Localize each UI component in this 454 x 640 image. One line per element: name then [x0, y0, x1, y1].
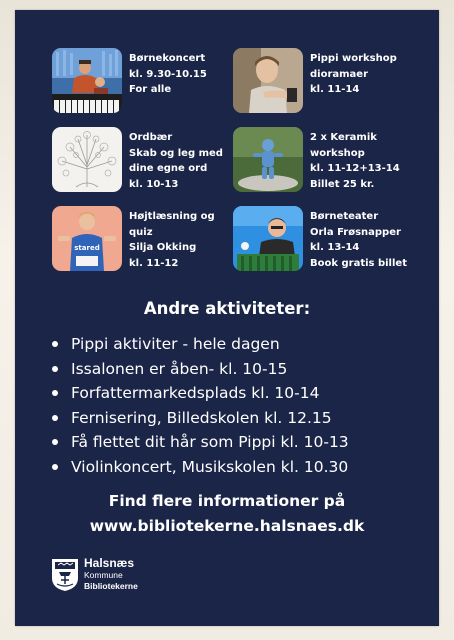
event-line: Pippi workshop: [310, 53, 397, 64]
event-line: kl. 9.30-10.15: [129, 68, 207, 80]
activity-text: Issalonen er åben- kl. 10-15: [71, 359, 288, 378]
event-text: [310, 209, 407, 271]
event-photo-ceramic: [233, 127, 303, 192]
list-item: [51, 357, 349, 382]
list-item: [51, 430, 349, 455]
event-line: Orla Frøsnapper: [310, 226, 401, 238]
event-line: Børnekoncert: [129, 53, 206, 64]
bullet-icon: [52, 366, 58, 372]
activity-text: Forfattermarkedsplads kl. 10-14: [71, 384, 320, 402]
event-text: [129, 51, 207, 98]
event-item: [52, 127, 223, 192]
event-line: For alle: [129, 84, 172, 95]
event-line: Billet 25 kr.: [310, 178, 375, 190]
event-text: [310, 130, 400, 192]
poster: [15, 10, 439, 626]
event-line: kl. 11-14: [310, 84, 360, 95]
list-item: [51, 455, 349, 480]
event-line: 2 x Keramik: [310, 132, 377, 143]
activities-list: [51, 332, 349, 479]
event-line: quiz: [129, 226, 153, 238]
reader-photo-icon: [52, 206, 122, 271]
event-item: [233, 127, 400, 192]
bullet-icon: [52, 415, 58, 421]
event-photo-woman: [233, 48, 303, 113]
footer-info-line: Find flere informationer på: [108, 492, 346, 510]
woman-photo-icon: [233, 48, 303, 113]
event-line: Silja Okking: [129, 242, 197, 253]
activity-text: Violinkoncert, Musikskolen kl. 10.30: [71, 457, 349, 476]
activity-text: Pippi aktiviter - hele dagen: [71, 335, 280, 353]
activity-text: Fernisering, Billedskolen kl. 12.15: [71, 408, 332, 427]
actor-photo-icon: [233, 206, 303, 271]
event-line: Skab og leg med: [129, 147, 223, 159]
event-line: Ordbær: [129, 132, 173, 143]
event-line: dine egne ord: [129, 163, 208, 174]
logo-sub-kommune: Kommune: [84, 570, 123, 580]
event-item: [52, 48, 207, 113]
event-item: [233, 48, 397, 113]
logo-text: [84, 557, 138, 592]
coat-of-arms-icon: [51, 558, 79, 592]
svg-text:stared: stared: [74, 244, 100, 252]
word-tree-icon: [52, 127, 122, 192]
event-line: kl. 10-13: [129, 178, 179, 190]
event-photo-word-tree: [52, 127, 122, 192]
event-item: [233, 206, 407, 271]
event-line: Book gratis billet: [310, 257, 407, 269]
event-line: Højtlæsning og: [129, 211, 215, 222]
bullet-icon: [52, 439, 58, 445]
event-photo-actor: [233, 206, 303, 271]
halsnaes-logo: [51, 557, 138, 592]
list-item: [51, 381, 349, 406]
activities-heading: Andre aktiviteter:: [143, 299, 311, 318]
event-line: kl. 13-14: [310, 242, 360, 253]
footer-website[interactable]: www.bibliotekerne.halsnaes.dk: [89, 517, 365, 535]
bullet-icon: [52, 341, 58, 347]
pianist-photo-icon: [52, 48, 122, 113]
bullet-icon: [52, 390, 58, 396]
event-text: [310, 51, 397, 98]
list-item: [51, 406, 349, 431]
event-line: kl. 11-12+13-14: [310, 163, 400, 174]
event-line: dioramaer: [310, 68, 369, 80]
event-item: [52, 206, 215, 271]
activity-text: Få flettet dit hår som Pippi kl. 10-13: [71, 433, 349, 451]
bullet-icon: [52, 464, 58, 470]
event-line: workshop: [310, 147, 365, 159]
event-text: [129, 130, 223, 192]
logo-name: Halsnæs: [84, 556, 135, 570]
logo-sub-bibliotekerne: Bibliotekerne: [84, 581, 138, 591]
list-item: [51, 332, 349, 357]
event-line: kl. 11-12: [129, 257, 179, 269]
event-line: Børneteater: [310, 211, 379, 222]
event-photo-pianist: [52, 48, 122, 113]
event-text: [129, 209, 215, 271]
event-photo-reader: [52, 206, 122, 271]
ceramic-figure-icon: [233, 127, 303, 192]
